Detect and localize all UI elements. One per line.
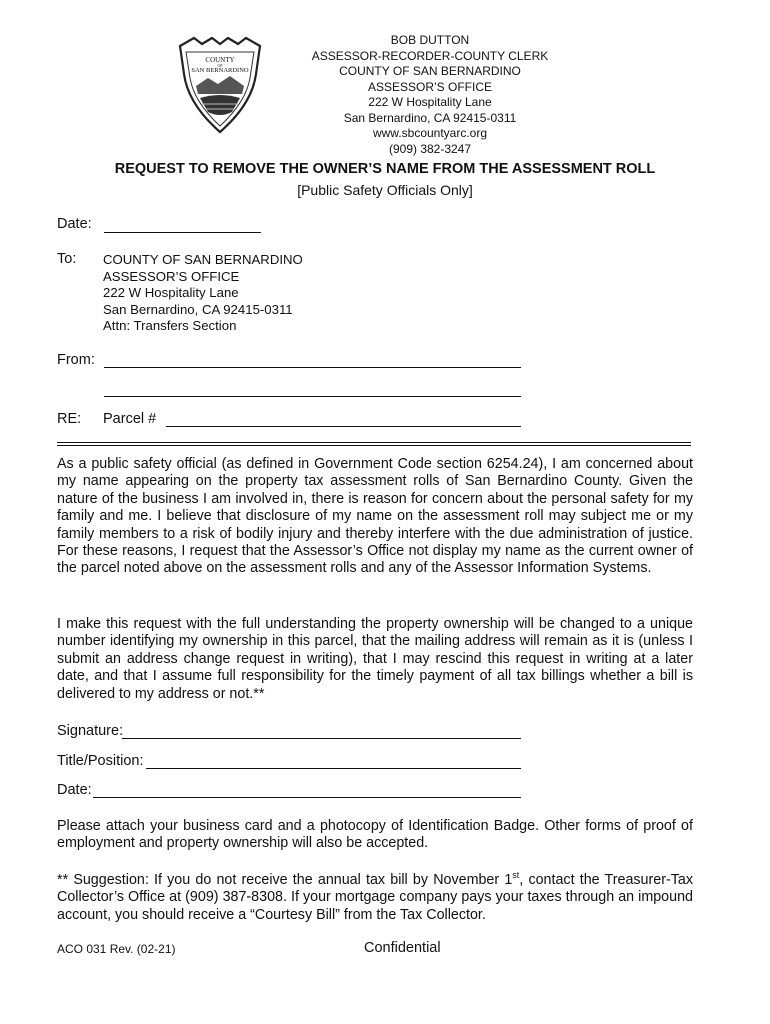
title-position-label: Title/Position: [57, 753, 144, 769]
parcel-label: Parcel # [103, 411, 157, 427]
address-line: ASSESSOR’S OFFICE [103, 268, 240, 284]
date-label: Date: [57, 216, 92, 232]
signature-label: Signature: [57, 723, 124, 739]
suggestion-text: ** Suggestion: If you do not receive the annual tax bill by November 1 [57, 872, 513, 888]
header-line: COUNTY OF SAN BERNARDINO [339, 64, 521, 78]
office-header [230, 33, 630, 157]
form-subtitle: [Public Safety Officials Only] [297, 182, 473, 198]
parcel-number-field[interactable] [166, 426, 521, 427]
from-field-line-2[interactable] [104, 396, 521, 397]
divider-rule [57, 442, 691, 443]
address-line: San Bernardino, CA 92415-0311 [103, 301, 293, 317]
divider-rule [57, 445, 691, 446]
title-position-field[interactable] [146, 768, 521, 769]
header-line: www.sbcountyarc.org [372, 126, 488, 140]
svg-text:SAN BERNARDINO: SAN BERNARDINO [191, 67, 249, 74]
from-field[interactable] [104, 367, 521, 368]
confidential-label: Confidential [364, 940, 441, 956]
svg-text:COUNTY: COUNTY [205, 56, 235, 64]
header-line: 222 W Hospitality Lane [368, 95, 492, 109]
header-line: ASSESSOR’S OFFICE [367, 79, 493, 94]
request-paragraph: As a public safety official (as defined in Government Code section 6254.24), I am concerned about my name appearing on the property tax assessment rolls of San Bernardino County. Given the nature of the business I am involved in, there is reason for concern about the personal safety for my family and me. I believe that disclosure of my name on the assessment roll may subject me or my family members to a risk of bodily injury and thereby interfere with the due administration of justice. For these reasons, I request that the Assessor’s Office not display my name as the current owner of the parcel noted above on the assessment rolls and any of the Assessor Information Systems. [57, 456, 693, 577]
header-line: San Bernardino, CA 92415-0311 [343, 110, 517, 125]
suggestion-paragraph [57, 872, 693, 924]
form-title: REQUEST TO REMOVE THE OWNER’S NAME FROM THE ASSESSMENT ROLL [114, 161, 656, 177]
attachment-paragraph: Please attach your business card and a photocopy of Identification Badge. Other forms of proof of employment and property ownership will also be accepted. [57, 818, 693, 852]
signature-field[interactable] [122, 738, 521, 739]
signature-date-label: Date: [57, 782, 92, 798]
to-address [103, 252, 303, 335]
re-label: RE: [57, 411, 82, 427]
understanding-paragraph: I make this request with the full understanding the property ownership will be changed to a unique number identifying my ownership in this parcel, that the mailing address will remain as it is (unless I submit an address change request in writing), that I may rescind this request in writing at a later date, and that I assume full responsibility for the timely payment of all tax billings whether a bill is delivered to my address or not.** [57, 616, 693, 702]
signature-date-field[interactable] [93, 797, 521, 798]
suggestion-superscript: st [512, 870, 520, 881]
address-line: Attn: Transfers Section [103, 318, 237, 334]
address-line: 222 W Hospitality Lane [103, 285, 239, 301]
from-label: From: [57, 352, 95, 368]
header-line: ASSESSOR-RECORDER-COUNTY CLERK [311, 48, 549, 63]
header-line: (909) 382-3247 [388, 141, 472, 156]
address-line: COUNTY OF SAN BERNARDINO [103, 252, 303, 267]
to-label: To: [57, 251, 77, 267]
suggestion-text-cont: , contact the Treasurer-Tax Collector’s Office at (909) 387-8308. If your mortgage company pays your taxes through an impound account, you should receive a “Courtesy Bill” from the Tax Collector. [57, 872, 693, 923]
form-number: ACO 031 Rev. (02-21) [57, 942, 176, 956]
svg-text:OF: OF [217, 63, 223, 68]
date-field[interactable] [104, 232, 261, 233]
header-line: BOB DUTTON [390, 33, 470, 47]
